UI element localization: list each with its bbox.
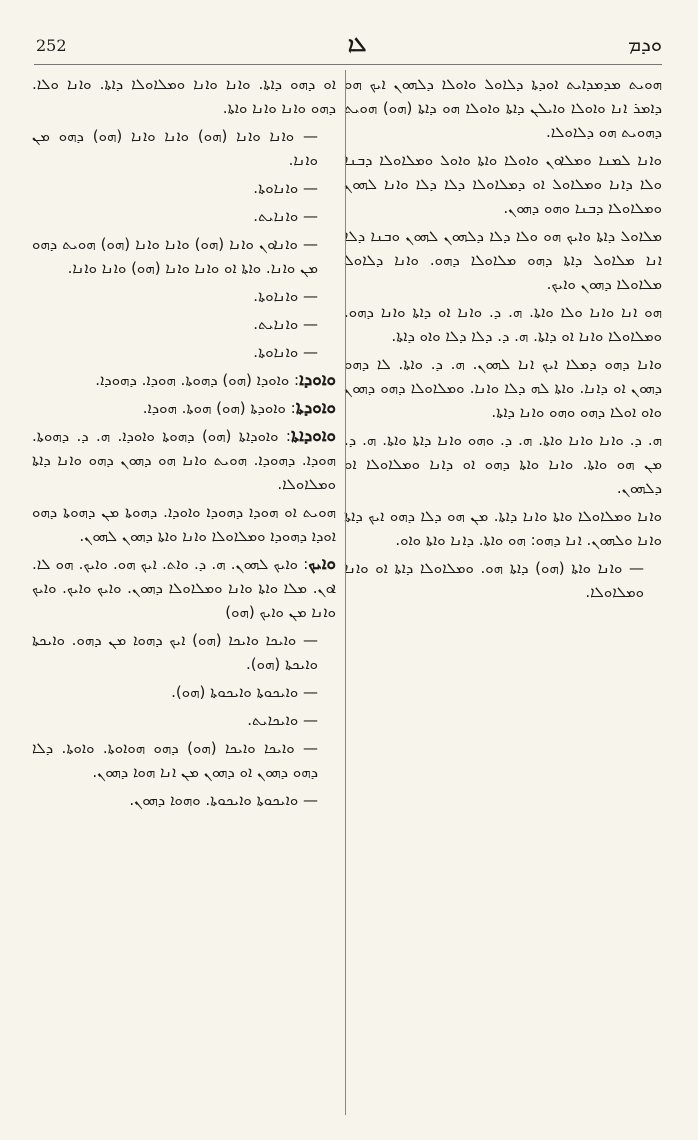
- dictionary-entry: — ܘܐܢܐܝܬ.: [32, 204, 336, 228]
- dictionary-entry: — ܘܐܢܐܘܬܐ.: [32, 340, 336, 364]
- head-word: ܘܐܘܕܐܬܐ: [290, 426, 336, 446]
- column-divider: [345, 70, 346, 1115]
- dictionary-entry: ܘܐܘܕܐ: ܘܐܘܕܐ (ܗܘ) ܕܗܘܬܐ. ܗܘܕܐ. ܕܗܘܕܐ.: [95, 370, 336, 390]
- dictionary-entry: ܡܠܐܘܠ ܕܐܬܐ ܘܐܝܟ ܗܘ ܘܠܐ ܕܠܐ ܕܠܗܘܢ ܠܗܘܢ ܘܒܢܐ ܕܠܐ ܐܢܐ ܡܠܐܘܠ ܕܐܬܐ ܕܗܘ ܡܠܐܘܠܐ ܕܗܘ. ܘܐܢܐ ܕܠܐܘܠ ܡܠܐܘܠܐ ܕܗܘܢ ܘܐܝܟ.: [344, 227, 662, 293]
- head-word: ܘܐܝܟ: [308, 554, 336, 574]
- dictionary-entry: ܘܐܢܐ ܕܗܘ ܕܡܠܐ ܐܝܟ ܐܢܐ ܠܗܘܢ. ܗ. ܕ. ܘܐܬܐ. ܠܐ ܕܗܘ ܕܗܘܢ ܐܘ ܕܐܢܐ. ܘܐܬܐ ܠܗ ܕܠܐ ܘܐܢܐ. ܘܡܠܐܘܠܐ ܕܗܘ ܕܗܘܢ ܘܐܘ ܐܘܠܐ ܕܗܘ ܘܗܘ ܘܐܢܐ ܕܐܬܐ.: [344, 355, 662, 421]
- dictionary-entry: ܘܐܢܐ ܠܡܢܐ ܘܡܠܐܘܢ ܘܐܘܠܐ ܘܐܬܐ ܘܐܘܠ ܘܡܠܐܘܠܐ ܕܒܢܐ ܘܠܐ ܕܐܢܐ ܘܡܠܐܘܠ ܐܘ ܕܡܠܐܘܠܐ ܕܠܐ ܕܠܐ ܘܐܢܐ ܠܗܘܢ ܘܡܠܐܘܠܐ ܕܒܢܐ ܘܗܘ ܕܗܘܢ.: [344, 151, 662, 217]
- right-column: [344, 72, 662, 1112]
- dictionary-entry: — ܘܐܝܟܘܬܐ ܘܐܝܟܘܬܐ (ܗܘ).: [32, 680, 336, 704]
- dictionary-entry: ܘܐܝܟ: ܘܐܝܟ ܠܗܘܢ. ܗ. ܕ. ܘܐܬ. ܐܝܟ ܗܘ. ܘܐܝܟ. ܗܘ ܠܐ. ܐܘܢ. ܡܠܐ ܘܐܬܐ ܘܐܢܐ ܘܡܠܐܘܠܐ ܕܗܘܢ. ܘܐܝܟ ܘܐܝܟ. ܘܐܝܟ ܘܐܢܐ ܡܢ ܘܐܝܟ (ܗܘ): [32, 554, 336, 621]
- header-rule: [34, 64, 662, 65]
- dictionary-entry: — ܘܐܝܟܐ ܘܐܝܟܐ (ܗܘ) ܕܗܘ ܗܘܐܘܬܐ. ܘܐܘܬܐ. ܕܠܐ ܕܗܘ ܕܗܘܢ ܐܘ ܕܗܘܢ ܡܢ ܐܢܐ ܗܘܐ ܕܗܘܢ.: [32, 736, 336, 784]
- dictionary-entry: — ܘܐܝܟܐܝܬ.: [32, 708, 336, 732]
- dictionary-entry: ܗܘ ܐܢܐ ܘܐܢܐ ܘܠܐ ܘܐܬܐ. ܗ. ܕ. ܘܐܢܐ ܐܘ ܕܐܬܐ ܘܐܢܐ ܕܗܘ. ܘܡܠܐܘܠܐ ܘܐܢܐ ܐܘ ܕܐܬܐ. ܗ. ܕ. ܕܠܐ ܕܠܐ ܘܐܘ ܕܐܬܐ.: [344, 303, 662, 345]
- left-column: [32, 72, 336, 1112]
- dictionary-entry: ܘܐܘܕܬܐ: ܘܐܘܕܬܐ (ܗܘ) ܗܘܬܐ. ܗܘܕܐ.: [142, 398, 336, 418]
- head-word: ܘܐܘܕܐ: [299, 370, 336, 390]
- head-word: ܘܐܘܕܬܐ: [295, 398, 336, 418]
- dictionary-entry: ܗܘܝܬ ܐܘ ܗܘܕܐ ܕܗܘܕܐ ܘܐܘܕܐ. ܕܗܘܬܐ ܡܢ ܕܗܘܬܐ ܕܗܘ ܐܘܕܐ ܕܗܘܕܐ ܘܡܠܐܘܠܐ ܘܐܢܐ ܘܐܬܐ ܕܗܘܢ ܠܗܘܢ.: [32, 503, 336, 545]
- dictionary-entry: — ܘܐܝܟܐ ܘܐܝܟܐ (ܗܘ) ܐܝܟ ܕܗܘܐ ܡܢ ܕܗܘ. ܘܐܝܟܬܐ ܘܐܝܟܬܐ (ܗܘ).: [32, 628, 336, 676]
- dictionary-entry: — ܘܐܢܐܝܬ.: [32, 312, 336, 336]
- dictionary-entry: ܗ. ܕ. ܘܐܢܐ ܘܐܢܐ ܘܐܬܐ. ܗ. ܕ. ܘܗܘ ܘܐܢܐ ܕܐܬܐ ܘܐܬܐ. ܗ. ܕ. ܡܢ ܗܘ ܘܐܬܐ. ܘܐܢܐ ܘܐܬܐ ܕܗܘ ܐܘ ܕܐܢܐ ܘܡܠܐܘܠܐ ܐܘ ܕܠܗܘܢ.: [344, 431, 662, 497]
- dictionary-entry: ܐܘ ܕܗܘ ܕܐܬܐ. ܘܐܢܐ ܘܐܢܐ ܘܡܠܐܘܠܐ ܕܐܬܐ. ܘܐܢܐ ܘܠܐ. ܕܗܘ ܘܐܢܐ ܘܐܢܐ ܘܐܬܐ.: [32, 75, 336, 117]
- center-mark: ܠܐ: [348, 32, 367, 56]
- dictionary-entry: — ܘܐܢܐ ܘܐܬܐ (ܗܘ) ܕܐܬܐ ܗܘ. ܘܡܠܐܘܠܐ ܕܐܬܐ ܐܘ ܘܐܢܐ ܘܡܠܐܘܠܐ.: [344, 556, 662, 604]
- dictionary-entry: ܗܘܝܬ ܡܕܡܕܐܝܬ ܐܘܕܬܐ ܕܠܐܘܠ ܘܐܘܠܐ ܕܠܗܘܢ ܐܝܟ ܗܘ ܕܐܡܪ ܐܢܐ ܘܐܘܠܐ ܘܐܝܠܢ ܕܐܬܐ ܘܐܘܠܐ ܗܘ ܕܐܬܐ (ܗܘ) ܗܘܝܬ ܕܗܘܝܬ ܗܘ ܕܠܐܘܠܐ.: [344, 75, 662, 141]
- dictionary-entry: — ܘܐܢܐܘܬܐ.: [32, 284, 336, 308]
- dictionary-entry: — ܘܐܢܐ ܘܐܢܐ (ܗܘ) ܘܐܢܐ ܘܐܢܐ (ܗܘ) ܕܗܘ ܡܢ ܘܐܢܐ.: [32, 124, 336, 172]
- dictionary-entry: ܘܐܘܕܐܬܐ: ܘܐܘܕܐܬܐ (ܗܘ) ܕܗܘܬܐ ܘܐܘܕܐ. ܗ. ܕ. ܕܗܘܬܐ. ܗܘܕܐ. ܕܗܘܕܐ. ܗܘܝܬ ܘܐܢܐ ܗܘ ܕܗܘܢ ܕܗܘ ܘܐܢܐ ܕܐܬܐ ܘܡܠܐܘܠܐ.: [32, 426, 336, 493]
- running-head: ܘܕܡ: [628, 32, 662, 56]
- dictionary-entry: — ܘܐܢܐܘܬܐ.: [32, 176, 336, 200]
- page-header: [34, 30, 662, 64]
- dictionary-entry: — ܘܐܝܟܘܬܐ ܘܐܝܟܘܬܐ. ܘܗܘܐ ܕܗܘܢ.: [32, 788, 336, 812]
- page-number: 252: [36, 36, 67, 55]
- dictionary-entry: ܘܐܢܐ ܘܡܠܐܘܠܐ ܘܐܬܐ ܘܐܢܐ ܕܐܬܐ. ܡܢ ܗܘ ܕܠܐ ܕܗܘ ܐܝܟ ܕܐܬܐ ܘܐܢܐ ܘܠܗܘܢ. ܐܢܐ ܕܗܘ: ܗܘ ܘܐܬܐ. ܕܐܢܐ ܘܐܬܐ ܘܐܘ.: [344, 507, 662, 549]
- dictionary-entry: — ܘܐܢܐܘܢ ܘܐܢܐ (ܗܘ) ܘܐܢܐ ܘܐܢܐ (ܗܘ) ܗܘܝܬ ܕܗܘ ܡܢ ܘܐܢܐ. ܘܐܬܐ ܐܘ ܘܐܢܐ ܘܐܢܐ (ܗܘ) ܘܐܢܐ ܘܐܢܐ.: [32, 232, 336, 280]
